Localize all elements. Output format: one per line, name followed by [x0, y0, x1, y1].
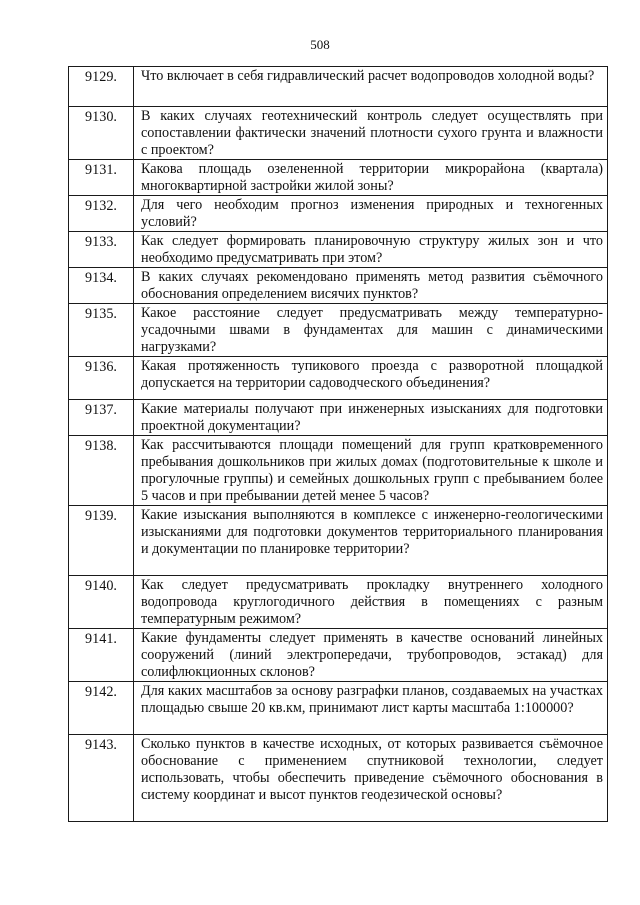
table-row	[69, 196, 608, 232]
question-number: 9133.	[69, 232, 134, 268]
question-text: Как следует предусматривать прокладку внутреннего холодного водопровода круглогодичного действия в помещениях с разным температурным режимом?	[134, 576, 608, 629]
question-number: 9138.	[69, 436, 134, 506]
question-text: Как рассчитываются площади помещений для групп кратковременного пребывания дошкольников при жилых домах (подготовительные к школе и прогулочные группы) и семейных дошкольных групп с пребыванием более 5 часов и при пребывании детей менее 5 часов?	[134, 436, 608, 506]
table-row	[69, 436, 608, 506]
question-text: Какая протяженность тупикового проезда с разворотной площадкой допускается на территории садоводческого объединения?	[134, 357, 608, 400]
question-number: 9130.	[69, 107, 134, 160]
question-number: 9131.	[69, 160, 134, 196]
question-number: 9142.	[69, 682, 134, 735]
question-text: В каких случаях рекомендовано применять метод развития съёмочного обоснования определением висячих пунктов?	[134, 268, 608, 304]
question-number: 9129.	[69, 67, 134, 107]
table-row	[69, 160, 608, 196]
question-number: 9136.	[69, 357, 134, 400]
question-number: 9137.	[69, 400, 134, 436]
question-text: Какова площадь озелененной территории микрорайона (квартала) многоквартирной застройки жилой зоны?	[134, 160, 608, 196]
table-row	[69, 107, 608, 160]
table-row	[69, 268, 608, 304]
question-text: Какие изыскания выполняются в комплексе с инженерно-геологическими изысканиями для подготовки документов территориального планирования и документации по планировке территории?	[134, 506, 608, 576]
question-text: Какое расстояние следует предусматривать между температурно-усадочными швами в фундаментах для машин с динамическими нагрузками?	[134, 304, 608, 357]
question-text: Сколько пунктов в качестве исходных, от которых развивается съёмочное обоснование с применением спутниковой технологии, следует использовать, чтобы обеспечить приведение съёмочного обоснования в систему координат и высот пунктов геодезической основы?	[134, 735, 608, 822]
table-row	[69, 576, 608, 629]
table-row	[69, 232, 608, 268]
table-row	[69, 400, 608, 436]
question-number: 9132.	[69, 196, 134, 232]
page-number: 508	[310, 37, 330, 52]
table-row	[69, 357, 608, 400]
question-text: Какие фундаменты следует применять в качестве оснований линейных сооружений (линий электропередачи, трубопроводов, эстакад) для солифлюкционных склонов?	[134, 629, 608, 682]
question-number: 9140.	[69, 576, 134, 629]
question-number: 9139.	[69, 506, 134, 576]
questions-table	[68, 66, 608, 822]
question-text: В каких случаях геотехнический контроль следует осуществлять при сопоставлении фактически значений плотности сухого грунта и влажности с проектом?	[134, 107, 608, 160]
question-text: Какие материалы получают при инженерных изысканиях для подготовки проектной документации?	[134, 400, 608, 436]
question-number: 9135.	[69, 304, 134, 357]
table-row	[69, 67, 608, 107]
table-row	[69, 629, 608, 682]
table-row	[69, 682, 608, 735]
question-number: 9141.	[69, 629, 134, 682]
question-text: Для чего необходим прогноз изменения природных и техногенных условий?	[134, 196, 608, 232]
table-row	[69, 506, 608, 576]
table-row	[69, 735, 608, 822]
question-text: Как следует формировать планировочную структуру жилых зон и что необходимо предусматривать при этом?	[134, 232, 608, 268]
question-number: 9134.	[69, 268, 134, 304]
question-text: Для каких масштабов за основу разграфки планов, создаваемых на участках площадью свыше 20 кв.км, принимают лист карты масштаба 1:100000?	[134, 682, 608, 735]
table-row	[69, 304, 608, 357]
question-number: 9143.	[69, 735, 134, 822]
question-text: Что включает в себя гидравлический расчет водопроводов холодной воды?	[134, 67, 608, 107]
